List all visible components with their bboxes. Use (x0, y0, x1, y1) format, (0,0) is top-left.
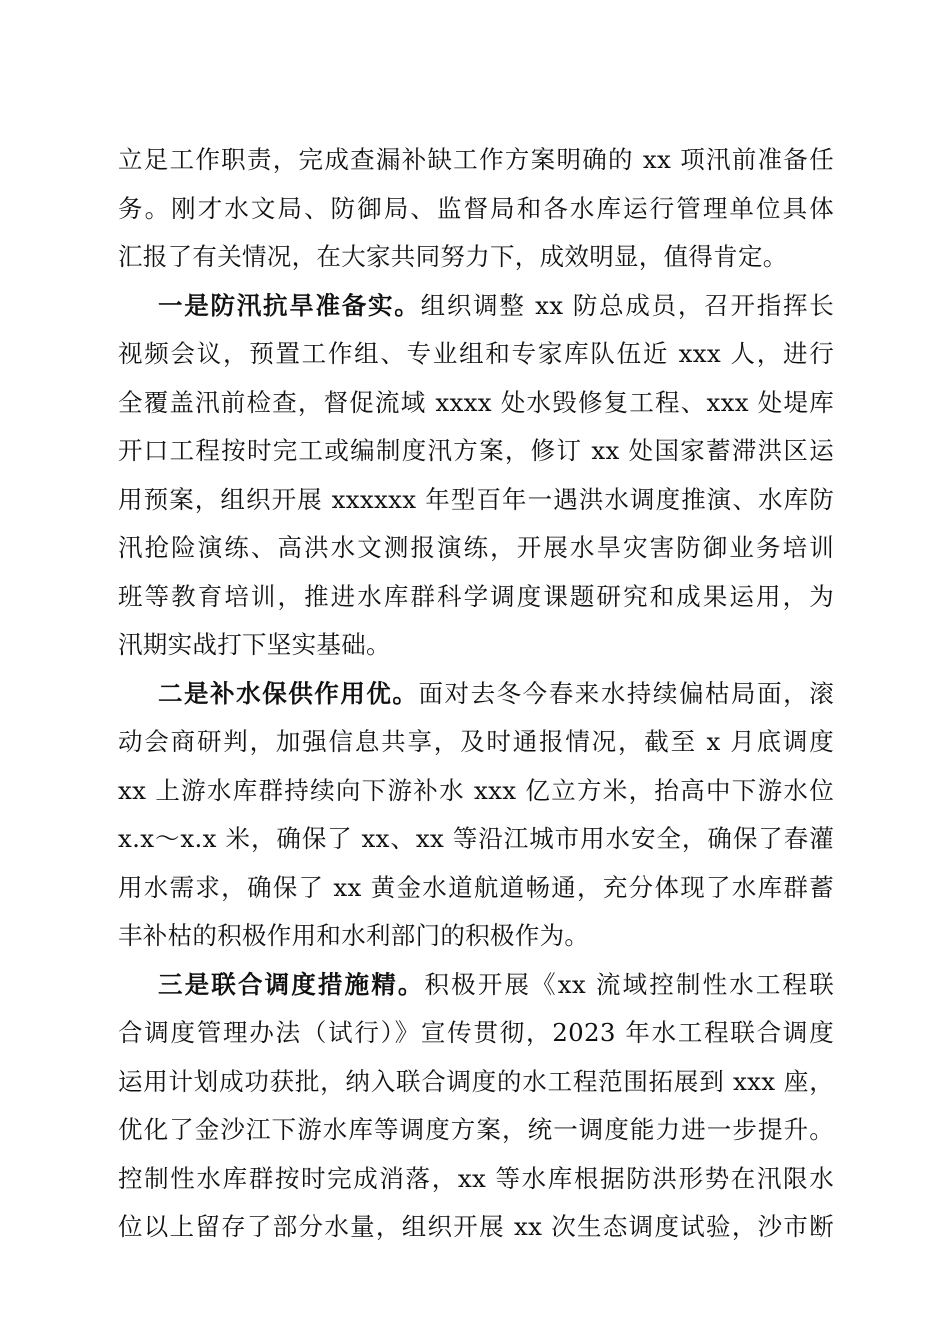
text-line: 优化了金沙江下游水库等调度方案，统一调度能力进一步提升。 (118, 1115, 834, 1144)
paragraph-intro (118, 136, 834, 282)
text-line: 立足工作职责，完成查漏补缺工作方案明确的 xx 项汛前准备任 (118, 145, 834, 174)
text-line: 动会商研判，加强信息共享，及时通报情况，截至 x 月底调度 (118, 727, 834, 756)
paragraph-flood-drought-preparation (118, 282, 834, 670)
text-line: 运用计划成功获批，纳入联合调度的水工程范围拓展到 xxx 座， (118, 1066, 834, 1096)
text-line: 汛期实战打下坚实基础。 (118, 630, 391, 659)
paragraph-water-supply (118, 670, 834, 961)
text-line: 用水需求，确保了 xx 黄金水道航道畅通，充分体现了水库群蓄 (118, 872, 834, 902)
text-run: 面对去冬今春来水持续偏枯局面，滚 (418, 678, 834, 708)
text-line: 班等教育培训，推进水库群科学调度课题研究和成果运用，为 (118, 581, 834, 611)
text-line: 合调度管理办法（试行）》宣传贯彻，2023 年水工程联合调度 (118, 1018, 834, 1047)
text-line: xx 上游水库群持续向下游补水 xxx 亿立方米，抬高中下游水位 (118, 775, 834, 805)
text-line: 汛抢险演练、高洪水文测报演练，开展水旱灾害防御业务培训 (118, 533, 834, 562)
text-line: 全覆盖汛前检查，督促流域 xxxx 处水毁修复工程、xxx 处堤库 (118, 387, 834, 417)
text-line: x.x～x.x 米，确保了 xx、xx 等沿江城市用水安全，确保了春灌 (118, 824, 834, 853)
text-line (118, 282, 834, 331)
text-line: 汇报了有关情况，在大家共同努力下，成效明显，值得肯定。 (118, 242, 788, 271)
text-line: 位以上留存了部分水量，组织开展 xx 次生态调度试验，沙市断 (118, 1212, 834, 1241)
text-line: 开口工程按时完工或编制度汛方案，修订 xx 处国家蓄滞洪区运 (118, 436, 834, 465)
text-line (118, 670, 834, 719)
text-line (118, 961, 834, 1010)
text-run: 组织调整 xx 防总成员，召开指挥长 (420, 290, 835, 320)
paragraph-heading: 三是联合调度措施精。 (158, 969, 425, 999)
text-line: 丰补枯的积极作用和水利部门的积极作为。 (118, 921, 590, 950)
paragraph-heading: 二是补水保供作用优。 (158, 678, 419, 708)
text-line: 用预案，组织开展 xxxxxx 年型百年一遇洪水调度推演、水库防 (118, 484, 834, 514)
text-line: 视频会议，预置工作组、专业组和专家库队伍近 xxx 人，进行 (118, 339, 834, 368)
paragraph-heading: 一是防汛抗旱准备实。 (158, 290, 421, 320)
document-page (118, 136, 834, 1252)
text-run: 积极开展《xx 流域控制性水工程联 (424, 969, 834, 999)
text-line: 控制性水库群按时完成消落，xx 等水库根据防洪形势在汛限水 (118, 1163, 834, 1193)
paragraph-joint-dispatch (118, 961, 834, 1252)
text-line: 务。刚才水文局、防御局、监督局和各水库运行管理单位具体 (118, 193, 834, 223)
